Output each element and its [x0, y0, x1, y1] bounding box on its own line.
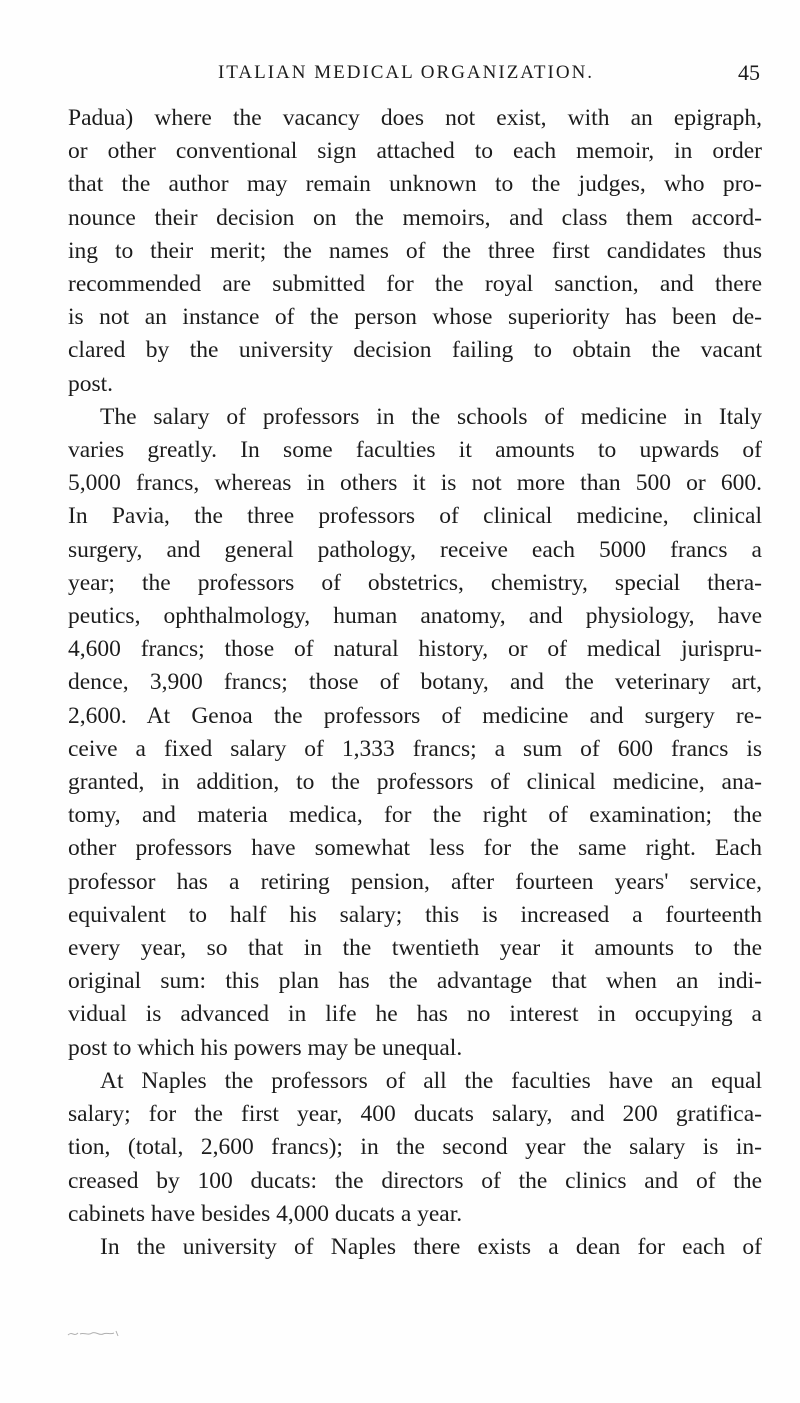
- text-line: surgery, and general pathology, receive each 5000 francs a: [68, 536, 762, 563]
- text-line: salary; for the first year, 400 ducats salary, and 200 gratifica-: [68, 1101, 762, 1128]
- text-line: granted, in addition, to the professors of clinical medicine, ana-: [68, 769, 762, 796]
- text-line: post.: [68, 370, 114, 397]
- text-line: 2,600. At Genoa the professors of medicine and surgery re-: [68, 702, 762, 729]
- paragraph-1: [68, 102, 762, 401]
- paragraph-3: [68, 1065, 762, 1231]
- text-line: every year, so that in the twentieth year it amounts to the: [68, 935, 762, 962]
- text-line: nounce their decision on the memoirs, and class them accord-: [68, 204, 762, 231]
- text-line: In the university of Naples there exists a dean for each of: [100, 1233, 762, 1260]
- text-line: vidual is advanced in life he has no interest in occupying a: [68, 1001, 762, 1028]
- text-line: 5,000 francs, whereas in others it is not more than 500 or 600.: [68, 470, 762, 497]
- text-line: In Pavia, the three professors of clinical medicine, clinical: [68, 503, 762, 530]
- text-line: is not an instance of the person whose superiority has been de-: [68, 304, 762, 331]
- page-number: 45: [738, 60, 760, 85]
- text-line: original sum: this plan has the advantage that when an indi-: [68, 968, 762, 995]
- ink-smudge-mark: [66, 1325, 126, 1341]
- running-head: [52, 60, 760, 90]
- text-line: peutics, ophthalmology, human anatomy, and physiology, have: [68, 603, 762, 630]
- text-line: Padua) where the vacancy does not exist, with an epigraph,: [68, 105, 762, 131]
- text-line: dence, 3,900 francs; those of botany, and the veterinary art,: [68, 669, 762, 696]
- text-line: recommended are submitted for the royal sanction, and there: [68, 271, 762, 298]
- text-line: tion, (total, 2,600 francs); in the second year the salary is in-: [68, 1134, 762, 1161]
- body-text: [68, 102, 762, 1264]
- text-line: year; the professors of obstetrics, chemistry, special thera-: [68, 569, 762, 596]
- running-head-title: ITALIAN MEDICAL ORGANIZATION.: [217, 62, 595, 83]
- paragraph-2: [68, 401, 762, 1065]
- text-line: varies greatly. In some faculties it amounts to upwards of: [68, 437, 762, 464]
- text-line: other professors have somewhat less for the same right. Each: [68, 835, 762, 862]
- text-line: ing to their merit; the names of the three first candidates thus: [68, 237, 762, 264]
- text-line: cabinets have besides 4,000 ducats a year.: [68, 1200, 463, 1227]
- text-line: or other conventional sign attached to each memoir, in order: [68, 138, 762, 165]
- text-line: 4,600 francs; those of natural history, or of medical jurispru-: [68, 636, 762, 663]
- text-line: tomy, and materia medica, for the right of examination; the: [68, 802, 762, 829]
- text-line: ceive a fixed salary of 1,333 francs; a sum of 600 francs is: [68, 735, 762, 762]
- text-line: professor has a retiring pension, after fourteen years' service,: [68, 868, 762, 895]
- text-line: The salary of professors in the schools of medicine in Italy: [100, 403, 762, 430]
- text-line: clared by the university decision failing to obtain the vacant: [68, 337, 762, 364]
- text-line: At Naples the professors of all the faculties have an equal: [100, 1067, 762, 1094]
- text-line: equivalent to half his salary; this is increased a fourteenth: [68, 901, 762, 928]
- text-line: post to which his powers may be unequal.: [68, 1034, 463, 1061]
- text-line: that the author may remain unknown to the judges, who pro-: [68, 171, 762, 198]
- paragraph-4: [68, 1231, 762, 1264]
- text-line: creased by 100 ducats: the directors of the clinics and of the: [68, 1167, 762, 1194]
